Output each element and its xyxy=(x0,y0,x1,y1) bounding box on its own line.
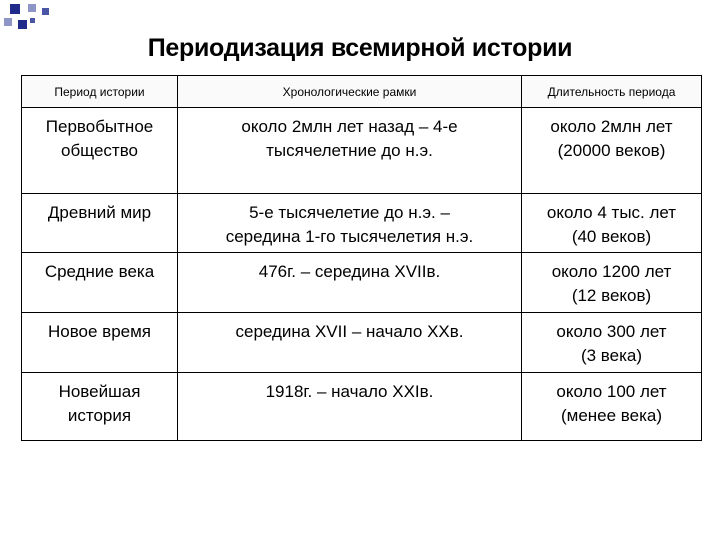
cell-line: Новое время xyxy=(47,322,152,341)
duration-cell xyxy=(522,108,702,194)
cell-line: Средние века xyxy=(44,262,155,281)
deco-square xyxy=(18,20,27,29)
range-cell xyxy=(178,253,522,313)
cell-line: (40 веков) xyxy=(571,227,652,246)
header-period: Период истории xyxy=(22,76,178,108)
cell-line: (20000 веков) xyxy=(557,141,666,160)
cell-line: около 100 лет xyxy=(556,382,667,401)
cell-line: около 4 тыс. лет xyxy=(546,203,677,222)
period-cell xyxy=(22,373,178,441)
header-duration: Длительность периода xyxy=(522,76,702,108)
period-cell xyxy=(22,313,178,373)
cell-line: Древний мир xyxy=(47,203,152,222)
cell-line: 5-е тысячелетие до н.э. – xyxy=(249,203,450,222)
cell-line: около 300 лет xyxy=(556,322,667,341)
deco-square xyxy=(42,8,49,15)
duration-cell xyxy=(522,194,702,253)
table-row xyxy=(22,108,702,194)
table-row xyxy=(22,373,702,441)
cell-line: около 2млн лет назад – 4-е xyxy=(241,117,458,136)
cell-line: Первобытное xyxy=(45,117,154,136)
cell-line: (12 веков) xyxy=(571,286,652,305)
cell-line: середина 1-го тысячелетия н.э. xyxy=(225,227,474,246)
duration-cell xyxy=(522,313,702,373)
table-row xyxy=(22,253,702,313)
deco-square xyxy=(10,4,20,14)
cell-line: (3 века) xyxy=(580,346,643,365)
periodization-table xyxy=(21,75,702,441)
cell-line: середина XVII – начало XXв. xyxy=(235,322,464,341)
cell-line: тысячелетние до н.э. xyxy=(266,141,433,160)
cell-line: общество xyxy=(60,141,139,160)
period-cell xyxy=(22,194,178,253)
duration-cell xyxy=(522,373,702,441)
header-range: Хронологические рамки xyxy=(178,76,522,108)
cell-line: Новейшая xyxy=(58,382,141,401)
table-header-row xyxy=(22,76,702,108)
cell-line: (менее века) xyxy=(560,406,663,425)
cell-line: 1918г. – начало XXIв. xyxy=(265,382,434,401)
range-cell xyxy=(178,108,522,194)
cell-line: история xyxy=(67,406,132,425)
deco-square xyxy=(4,18,12,26)
deco-square xyxy=(30,18,35,23)
cell-line: 476г. – середина XVIIв. xyxy=(258,262,441,281)
period-cell xyxy=(22,108,178,194)
period-cell xyxy=(22,253,178,313)
range-cell xyxy=(178,373,522,441)
cell-line: около 2млн лет xyxy=(550,117,673,136)
deco-square xyxy=(28,4,36,12)
range-cell xyxy=(178,194,522,253)
table-row xyxy=(22,313,702,373)
duration-cell xyxy=(522,253,702,313)
table-row xyxy=(22,194,702,253)
page-title: Периодизация всемирной истории xyxy=(147,34,573,62)
range-cell xyxy=(178,313,522,373)
cell-line: около 1200 лет xyxy=(551,262,672,281)
